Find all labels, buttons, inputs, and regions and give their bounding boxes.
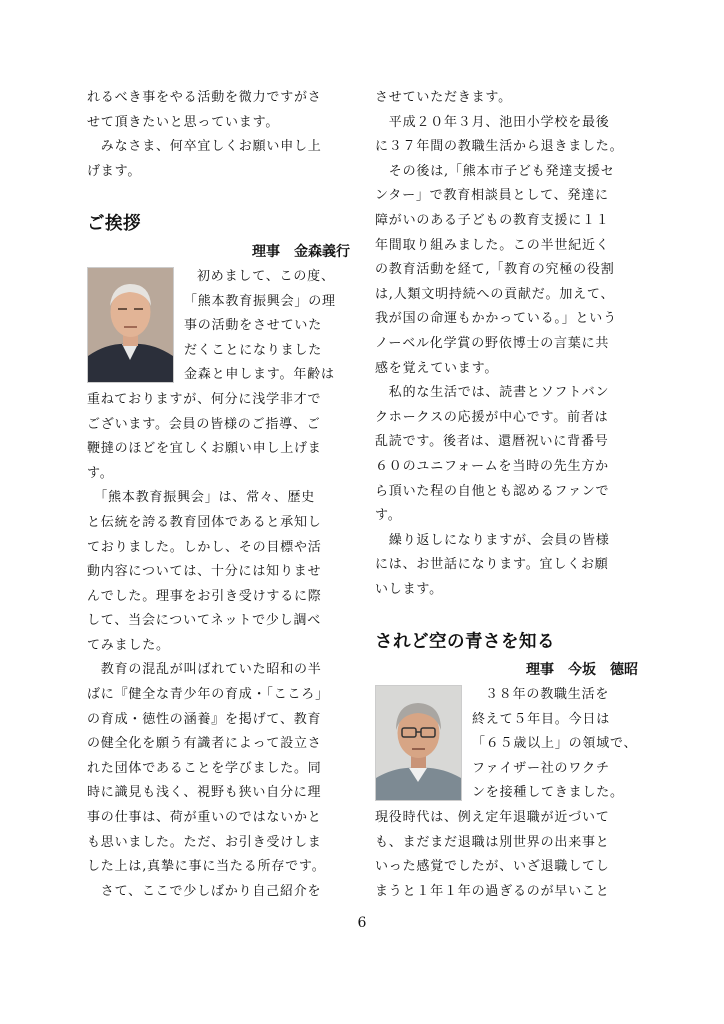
photo-wrap-block — [375, 683, 640, 806]
section-title-sky: されど空の青さを知る — [375, 632, 555, 653]
text-line: す。 — [87, 465, 114, 481]
text-line: 鞭撻のほどを宜しくお願い申し上げま — [87, 441, 322, 457]
spacer — [375, 602, 640, 627]
photo-wrap-block — [87, 265, 352, 388]
portrait-imasaka-icon — [376, 686, 461, 800]
text-line: も思いました。ただ、お引き受けしま — [87, 834, 322, 850]
text-line: して、当会についてネットで少し調べ — [87, 613, 322, 629]
text-line: の健全化を願う有識者によって設立さ — [87, 736, 322, 752]
author-imasaka: 理事 今坂 德昭 — [526, 662, 638, 679]
page-number: 6 — [357, 915, 367, 931]
text-line: 時に識見も浅く、視野も狭い自分に理 — [87, 785, 322, 801]
text-line: ６０のユニフォームを当時の先生方か — [375, 458, 609, 474]
text-line: 初めまして、この度、 — [197, 268, 335, 284]
text-line: さて、ここで少しばかり自己紹介を — [87, 883, 322, 899]
text-line: 平成２０年３月、池田小学校を最後 — [375, 114, 610, 130]
text-line: だくことになりました — [184, 342, 323, 358]
section-title-greeting: ご挨拶 — [87, 213, 141, 234]
text-line: 現役時代は、例え定年退職が近づいて — [375, 810, 610, 826]
portrait-photo-imasaka — [375, 685, 462, 801]
text-line: 教育の混乱が叫ばれていた昭和の半 — [87, 662, 322, 678]
portrait-photo-kanamori — [87, 267, 174, 383]
text-line: させていただきます。 — [375, 90, 512, 105]
text-line: ございます。会員の皆様のご指導、ご — [87, 416, 321, 432]
text-line: には、お世話になります。宜しくお願 — [375, 557, 609, 573]
text-line: 動内容については、十分には知りませ — [87, 564, 322, 580]
spacer — [87, 184, 352, 209]
text-line: その後は,「熊本市子ども発達支援セ — [375, 163, 615, 179]
text-line: ておりました。しかし、その目標や活 — [87, 539, 322, 555]
text-line: 障がいのある子どもの教育支援に１１ — [375, 212, 610, 228]
text-line: ンター」で教育相談員として、発達に — [375, 188, 609, 204]
text-line: 「６５歳以上」の領域で、 — [472, 736, 638, 752]
author-kanamori: 理事 金森義行 — [252, 243, 350, 260]
text-line: まうと１年１年の過ぎるのが早いこと — [375, 883, 610, 899]
text-line: の教育活動を経て,「教育の究極の役割 — [375, 262, 615, 278]
text-line: ファイザー社のワクチ — [472, 760, 610, 776]
text-line: てみました。 — [87, 637, 170, 653]
text-line: 「熊本教育振興会」は、常々、歴史 — [87, 490, 316, 506]
text-line: ばに『健全な青少年の育成・「こころ」 — [87, 687, 329, 703]
text-line: 感を覚えています。 — [375, 360, 499, 376]
text-line: ３８年の教職生活を — [485, 687, 610, 703]
text-line: ら頂いた程の自他とも認めるファンで — [375, 483, 610, 499]
text-line: ンを接種してきました。 — [472, 785, 624, 801]
left-column — [87, 86, 352, 904]
text-line: 金森と申します。年齢は — [184, 367, 335, 383]
text-line: 重ねておりますが、何分に浅学非才で — [87, 391, 322, 407]
text-line: と伝統を誇る教育団体であると承知し — [87, 514, 322, 530]
text-line: す。 — [375, 508, 402, 524]
text-line: 事の活動をさせていた — [184, 318, 323, 334]
text-line: 「熊本教育振興会」の理 — [184, 293, 336, 309]
text-line: 私的な生活では、読書とソフトバン — [375, 385, 610, 401]
text-line: みなさま、何卒宜しくお願い申し上 — [87, 139, 322, 155]
text-line: げます。 — [87, 163, 142, 179]
text-line: は,人類文明持続への貢献だ。加えて、 — [375, 286, 615, 302]
text-line: 乱読です。後者は、還暦祝いに背番号 — [375, 434, 609, 450]
text-line: ノーベル化学賞の野依博士の言葉に共 — [375, 335, 610, 351]
text-line: も、まだまだ退職は別世界の出来事と — [375, 834, 610, 850]
text-line: した上は,真摯に事に当たる所存です。 — [87, 859, 326, 875]
text-line: クホークスの応援が中心です。前者は — [375, 409, 609, 425]
text-line: いった感覚でしたが、いざ退職してし — [375, 859, 610, 875]
portrait-kanamori-icon — [88, 268, 173, 382]
right-column — [375, 86, 640, 904]
text-line: せて頂きたいと思っています。 — [87, 114, 280, 130]
text-line: の育成・徳性の涵養』を掲げて、教育 — [87, 711, 322, 727]
text-line: れた団体であることを学びました。同 — [87, 760, 322, 776]
text-line: 終えて５年目。今日は — [472, 711, 611, 727]
text-line: いします。 — [375, 581, 443, 597]
text-line: んでした。理事をお引き受けするに際 — [87, 588, 322, 604]
text-line: 事の仕事は、荷が重いのではないかと — [87, 810, 322, 826]
text-line: れるべき事をやる活動を微力ですがさ — [87, 90, 322, 105]
text-line: に３７年間の教職生活から退きました。 — [375, 139, 624, 155]
text-line: 年間取り組みました。この半世紀近く — [375, 237, 610, 253]
text-line: 我が国の命運もかかっている。」という — [375, 311, 617, 327]
text-line: 繰り返しになりますが、会員の皆様 — [375, 532, 610, 548]
